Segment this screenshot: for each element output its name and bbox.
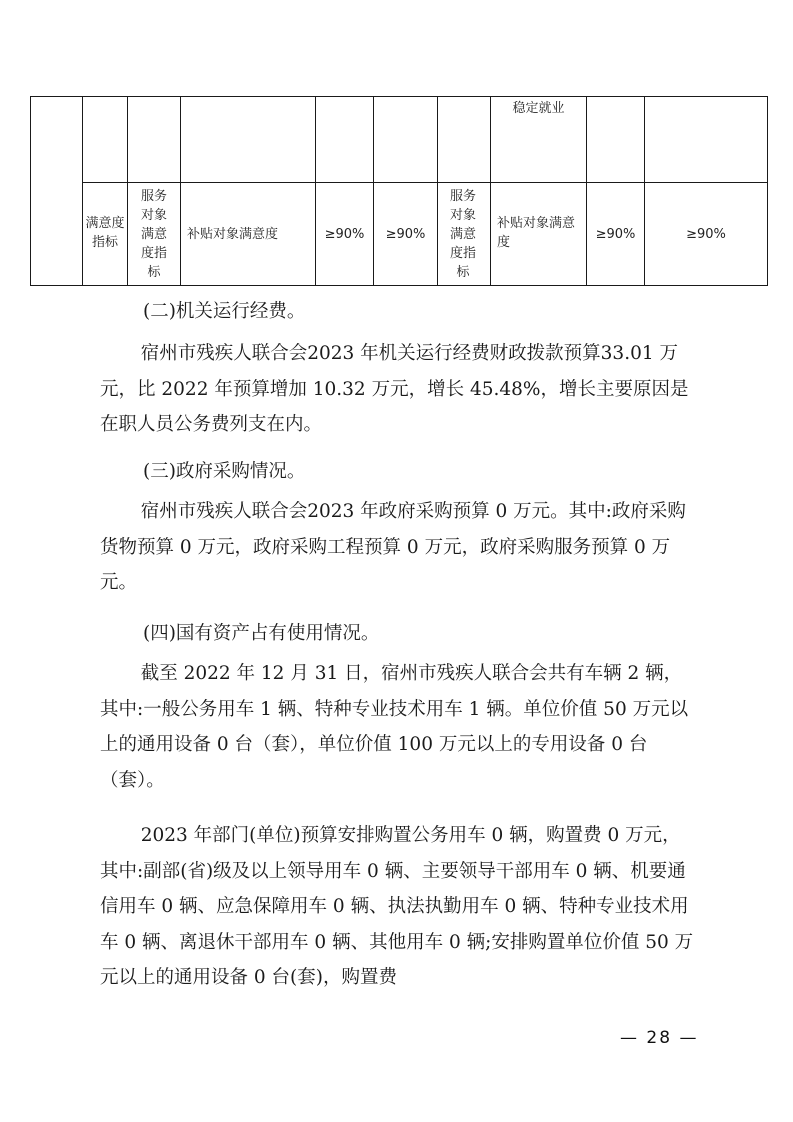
table-col-line [30,96,31,286]
table-cell-target-right-1: ≥90% [595,226,636,242]
table-cell-target-left-1: ≥90% [324,226,365,242]
page-number: — 28 — [620,1028,699,1048]
paragraph-operating-costs: 宿州市残疾人联合会2023 年机关运行经费财政拨款预算33.01 万元，比 2022 年预算增加 10.32 万元，增长 45.48%，增长主要原因是在职人员公务费列支在内。 [100,343,689,435]
table-cell-target-left-2: ≥90% [385,226,426,242]
table-cell-target-right-2: ≥90% [686,226,726,242]
table-cell-indicator-right: 补贴对象满意度 [497,216,576,250]
section-heading-assets: (四)国有资产占有使用情况。 [143,623,380,644]
section-heading-procurement: (三)政府采购情况。 [143,461,306,482]
table-cell-indicator-left: 补贴对象满意度 [187,226,279,242]
performance-table [30,96,768,286]
paragraph-assets: 截至 2022 年 12 月 31 日，宿州市残疾人联合会共有车辆 2 辆，其中:一般公务用车 1 辆、特种专业技术用车 1 辆。单位价值 50 万元以上的通用设备 0 台（套），单位价值 100 万元以上的专用设备 0 台（套）。 [100,663,689,791]
table-col-line [437,96,438,286]
table-cell-subcategory-left: 服务对象满意度指标 [140,188,167,280]
paragraph-vehicle-budget: 2023 年部门(单位)预算安排购置公务用车 0 辆，购置费 0 万元，其中:副部(省)级及以上领导用车 0 辆、主要领导干部用车 0 辆、机要通信用车 0 辆、应急保障用车 0 辆、执法执勤用车 0 辆、特种专业技术用车 0 辆、离退休干部用车 0 辆、其他用车 0 辆;安排购置单位价值 50 万元以上的通用设备 0 台(套)，购置费 [100,825,694,988]
table-cell-category: 满意度指标 [85,216,125,250]
table-col-line [127,96,128,286]
table-col-line [767,96,768,286]
paragraph-procurement: 宿州市残疾人联合会2023 年政府采购预算 0 万元。其中:政府采购货物预算 0 万元，政府采购工程预算 0 万元，政府采购服务预算 0 万元。 [100,501,686,593]
table-border-bottom [30,285,768,286]
table-border-top [30,96,768,97]
table-cell-top: 稳定就业 [512,100,565,116]
section-heading-operating-costs: (二)机关运行经费。 [143,301,306,322]
table-col-line [82,96,83,286]
table-cell-subcategory-right: 服务对象满意度指标 [449,188,476,280]
